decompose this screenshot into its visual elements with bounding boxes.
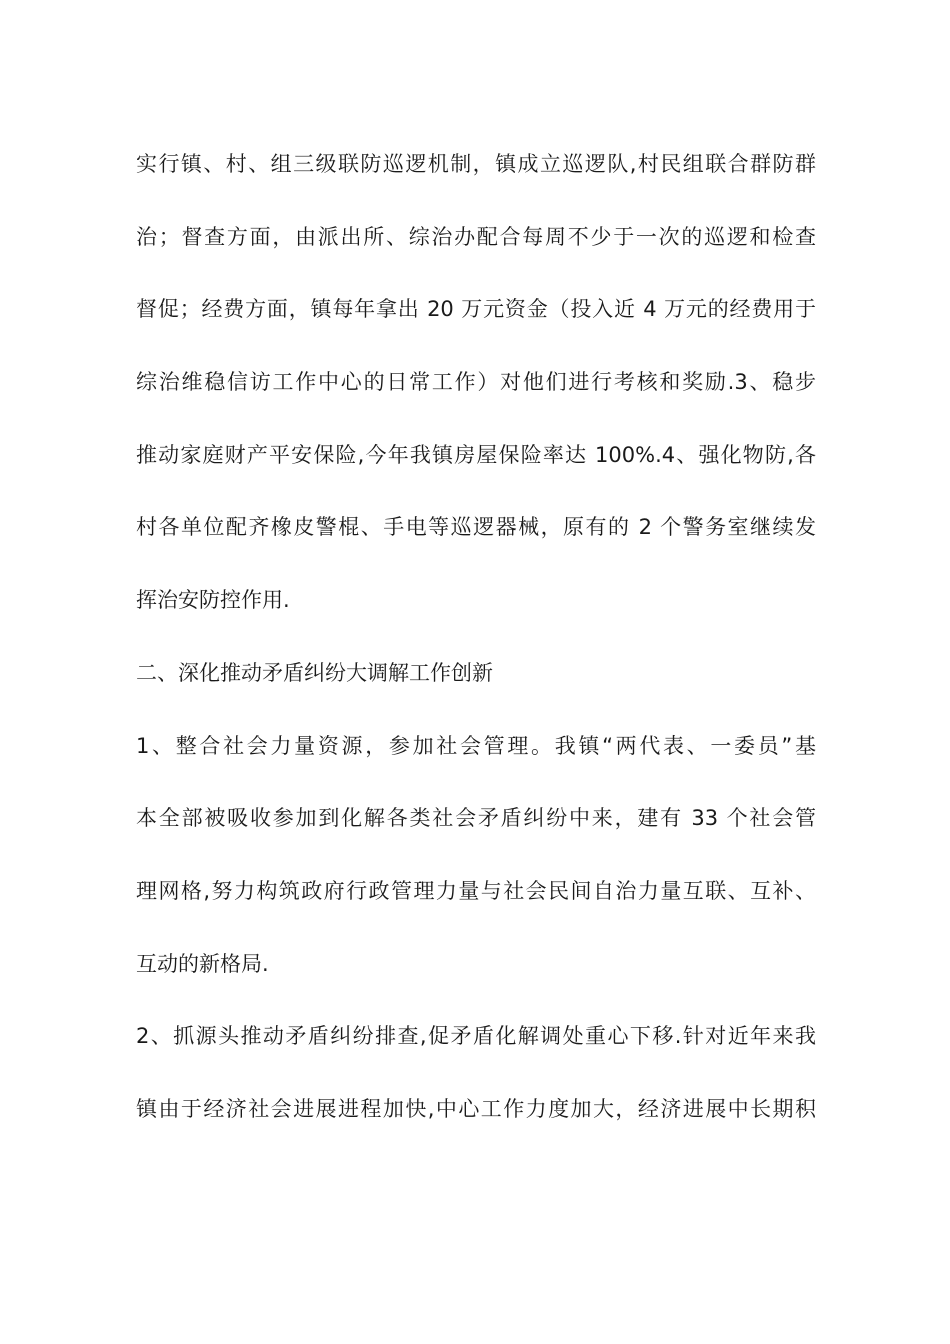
paragraph-line: 本全部被吸收参加到化解各类社会矛盾纠纷中来，建有 33 个社会管 (136, 806, 816, 831)
paragraph-line: 2、抓源头推动矛盾纠纷排查,促矛盾化解调处重心下移.针对近年来我 (136, 1024, 816, 1049)
paragraph-line: 1、整合社会力量资源，参加社会管理。我镇“两代表、一委员”基 (136, 733, 816, 758)
paragraph-line: 综治维稳信访工作中心的日常工作）对他们进行考核和奖励.3、稳步 (136, 370, 816, 395)
paragraph-line: 挥治安防控作用. (136, 588, 290, 613)
paragraph-line: 督促；经费方面，镇每年拿出 20 万元资金（投入近 4 万元的经费用于 (136, 297, 816, 322)
paragraph-line: 治；督查方面，由派出所、综治办配合每周不少于一次的巡逻和检查 (136, 224, 816, 249)
paragraph-line: 推动家庭财产平安保险,今年我镇房屋保险率达 100%.4、强化物防,各 (136, 442, 816, 467)
section-heading: 二、深化推动矛盾纠纷大调解工作创新 (136, 660, 493, 685)
paragraph-line: 实行镇、村、组三级联防巡逻机制，镇成立巡逻队,村民组联合群防群 (136, 152, 816, 176)
paragraph-line: 互动的新格局. (136, 951, 269, 976)
paragraph-line: 理网格,努力构筑政府行政管理力量与社会民间自治力量互联、互补、 (136, 878, 816, 903)
paragraph-line: 村各单位配齐橡皮警棍、手电等巡逻器械，原有的 2 个警务室继续发 (136, 515, 816, 540)
document-body (136, 140, 816, 1158)
paragraph-line: 镇由于经济社会进展进程加快,中心工作力度加大，经济进展中长期积 (136, 1096, 816, 1121)
